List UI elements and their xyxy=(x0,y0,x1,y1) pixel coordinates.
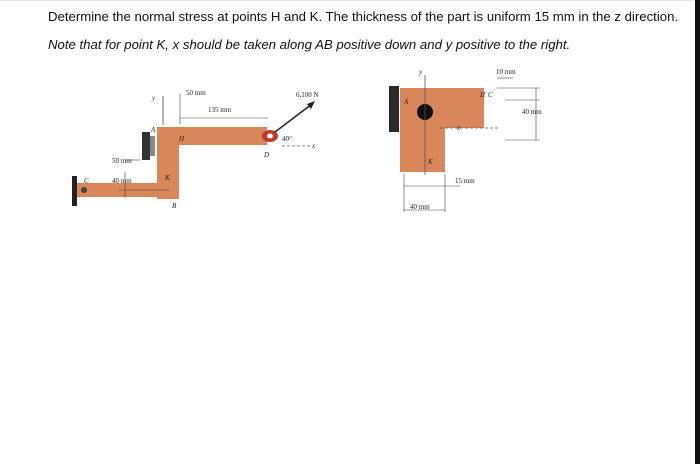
label-a: A xyxy=(151,126,156,134)
member-ad xyxy=(157,127,267,145)
label-x-right: x xyxy=(457,124,461,132)
angle-label: 40° xyxy=(282,135,292,143)
label-c-right: C xyxy=(488,91,493,99)
dim-135-label: 135 mm xyxy=(208,106,232,114)
plate-right xyxy=(389,86,399,132)
label-h-right: H xyxy=(480,91,486,99)
label-d: D xyxy=(264,151,270,159)
plate-a xyxy=(142,132,150,160)
pin-c xyxy=(81,187,87,193)
left-figure xyxy=(72,89,319,210)
label-b: B xyxy=(172,202,177,210)
label-a-right: A xyxy=(404,98,409,106)
force-label: 6,100 N xyxy=(296,91,319,99)
dim-50-label: 50 mm xyxy=(186,89,206,97)
right-figure xyxy=(389,68,542,212)
dim-15-label: 15 mm xyxy=(455,177,475,185)
force-arrow xyxy=(275,104,312,132)
dim-10-label: 10 mm xyxy=(496,68,516,76)
label-y-right: y xyxy=(419,68,423,76)
label-x: x xyxy=(312,142,316,150)
label-y: y xyxy=(152,94,156,102)
label-c: C xyxy=(84,177,89,185)
dim-40-side-label: 40 mm xyxy=(112,177,132,185)
label-k: K xyxy=(165,174,170,182)
dim-50-side-label: 50 mm xyxy=(112,157,132,165)
problem-statement: Determine the normal stress at points H and K. The thickness of the part is uniform 15 mm in the z direction. xyxy=(48,9,679,24)
dim-40-bottom-label: 40 mm xyxy=(410,203,430,211)
wall-support xyxy=(72,176,77,206)
label-k-right: K xyxy=(428,158,433,166)
dim-40-right-label: 40 mm xyxy=(522,108,542,116)
problem-note: Note that for point K, x should be taken along AB positive down and y positive to the right. xyxy=(48,37,571,52)
label-h: H xyxy=(179,135,185,143)
